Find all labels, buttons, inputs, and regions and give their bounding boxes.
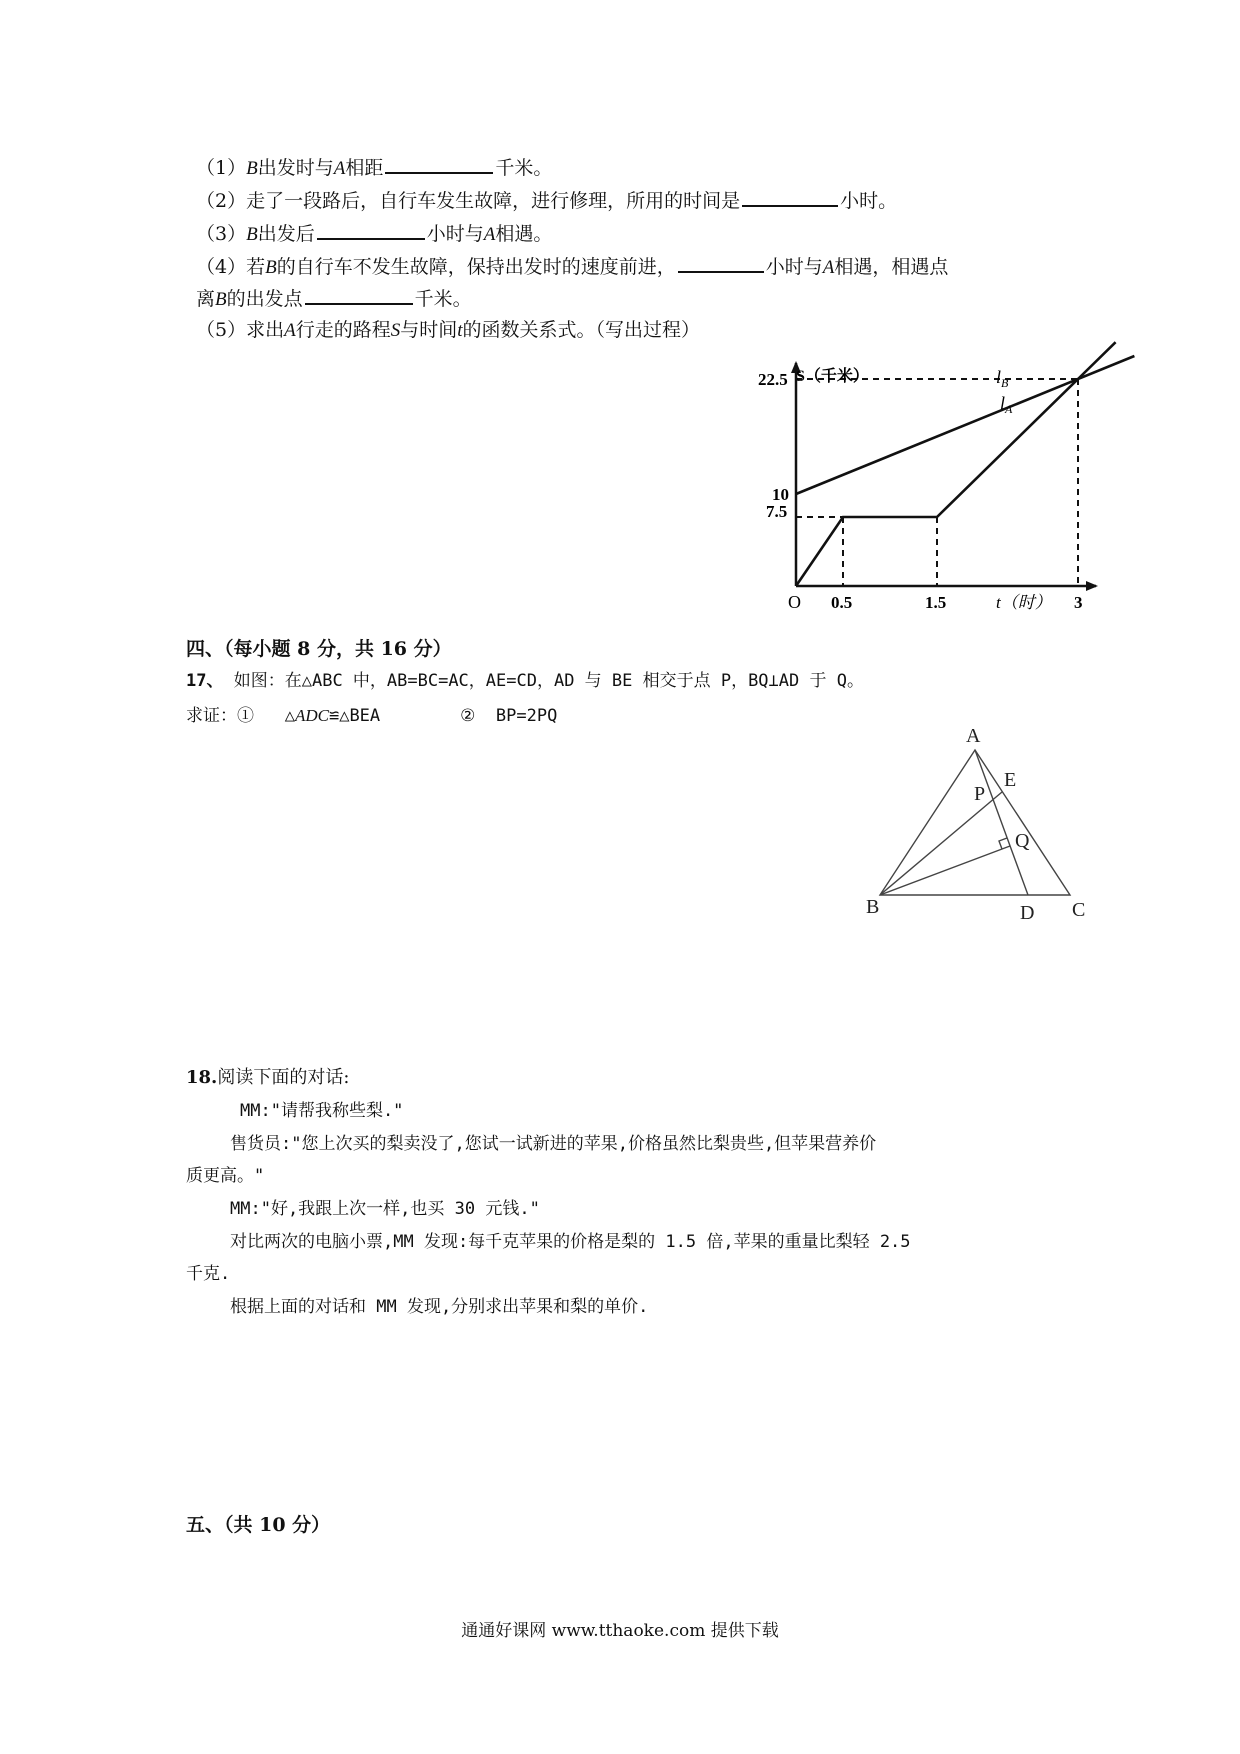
y-axis-label: S（千米）: [796, 368, 869, 385]
y-tick-label: 7.5: [766, 502, 788, 521]
q18-line-6: 千克.: [186, 1264, 231, 1284]
q16-part3: （3）B出发后 小时与A相遇。: [196, 220, 552, 247]
x-axis-label: t（时）: [996, 593, 1052, 612]
answer-blank[interactable]: [385, 154, 493, 174]
section-4-title: 四、（每小题 8 分，共 16 分）: [186, 638, 452, 660]
segment-bq: [880, 846, 1010, 895]
q17-statement: 17、 如图：在△ABC 中，AB=BC=AC，AE=CD，AD 与 BE 相交于点 P，BQ⊥AD 于 Q。: [186, 671, 864, 691]
segment-ad: [975, 750, 1028, 895]
x-tick-label: 1.5: [925, 593, 947, 612]
q16-part1: （1）B出发时与A相距 千米。: [196, 154, 552, 181]
answer-blank[interactable]: [305, 285, 413, 305]
q18-intro: 18.阅读下面的对话:: [186, 1067, 350, 1088]
point-label-c: C: [1072, 899, 1086, 921]
q16-part2: （2）走了一段路后，自行车发生故障，进行修理，所用的时间是 小时。: [196, 187, 897, 213]
point-label-a: A: [966, 725, 981, 747]
x-tick-label: 0.5: [831, 593, 853, 612]
x-axis-arrow: [1086, 581, 1098, 591]
origin-label: O: [788, 592, 801, 612]
point-label-q: Q: [1015, 830, 1030, 852]
answer-blank[interactable]: [317, 220, 425, 240]
q16-part4a: （4）若B的自行车不发生故障，保持出发时的速度前进， 小时与A相遇，相遇点: [196, 253, 948, 280]
q18-line-4: MM:"好,我跟上次一样,也买 30 元钱.": [230, 1199, 540, 1219]
answer-blank[interactable]: [742, 187, 838, 207]
triangle-figure: [860, 720, 1100, 930]
point-label-d: D: [1020, 902, 1035, 924]
answer-blank[interactable]: [678, 253, 764, 273]
point-label-b: B: [866, 896, 880, 918]
chart-guides: [796, 379, 1078, 586]
q17-prove: 求证：① △ADC≌△BEA ② BP=2PQ: [186, 706, 558, 726]
y-tick-label: 22.5: [758, 370, 788, 389]
triangle-abc: [880, 750, 1070, 895]
line-label-lB: $l_B$: [996, 367, 1009, 390]
line-label-lA: $l_A$: [1000, 393, 1013, 416]
y-tick-label: 10: [772, 485, 789, 504]
point-label-p: P: [974, 783, 986, 805]
q18-line-5: 对比两次的电脑小票,MM 发现:每千克苹果的价格是梨的 1.5 倍,苹果的重量比梨轻 2.5: [230, 1232, 911, 1252]
q18-line-3: 质更高。": [186, 1166, 265, 1186]
x-tick-label: 3: [1074, 593, 1083, 612]
page-footer: 通通好课网 www.tthaoke.com 提供下载: [461, 1621, 779, 1641]
q18-line-1: MM:"请帮我称些梨.": [240, 1101, 404, 1121]
q16-part4b: 离B的出发点 千米。: [196, 285, 472, 312]
segment-be: [880, 792, 1002, 895]
section-5-title: 五、（共 10 分）: [186, 1514, 331, 1536]
q18-line-7: 根据上面的对话和 MM 发现,分别求出苹果和梨的单价.: [230, 1297, 649, 1317]
q18-line-2: 售货员:"您上次买的梨卖没了,您试一试新进的苹果,价格虽然比梨贵些,但苹果营养价: [230, 1134, 877, 1154]
distance-time-chart: [758, 355, 1083, 625]
point-label-e: E: [1004, 769, 1017, 791]
q16-part5: （5）求出A行走的路程S与时间t的函数关系式。（写出过程）: [196, 319, 701, 341]
